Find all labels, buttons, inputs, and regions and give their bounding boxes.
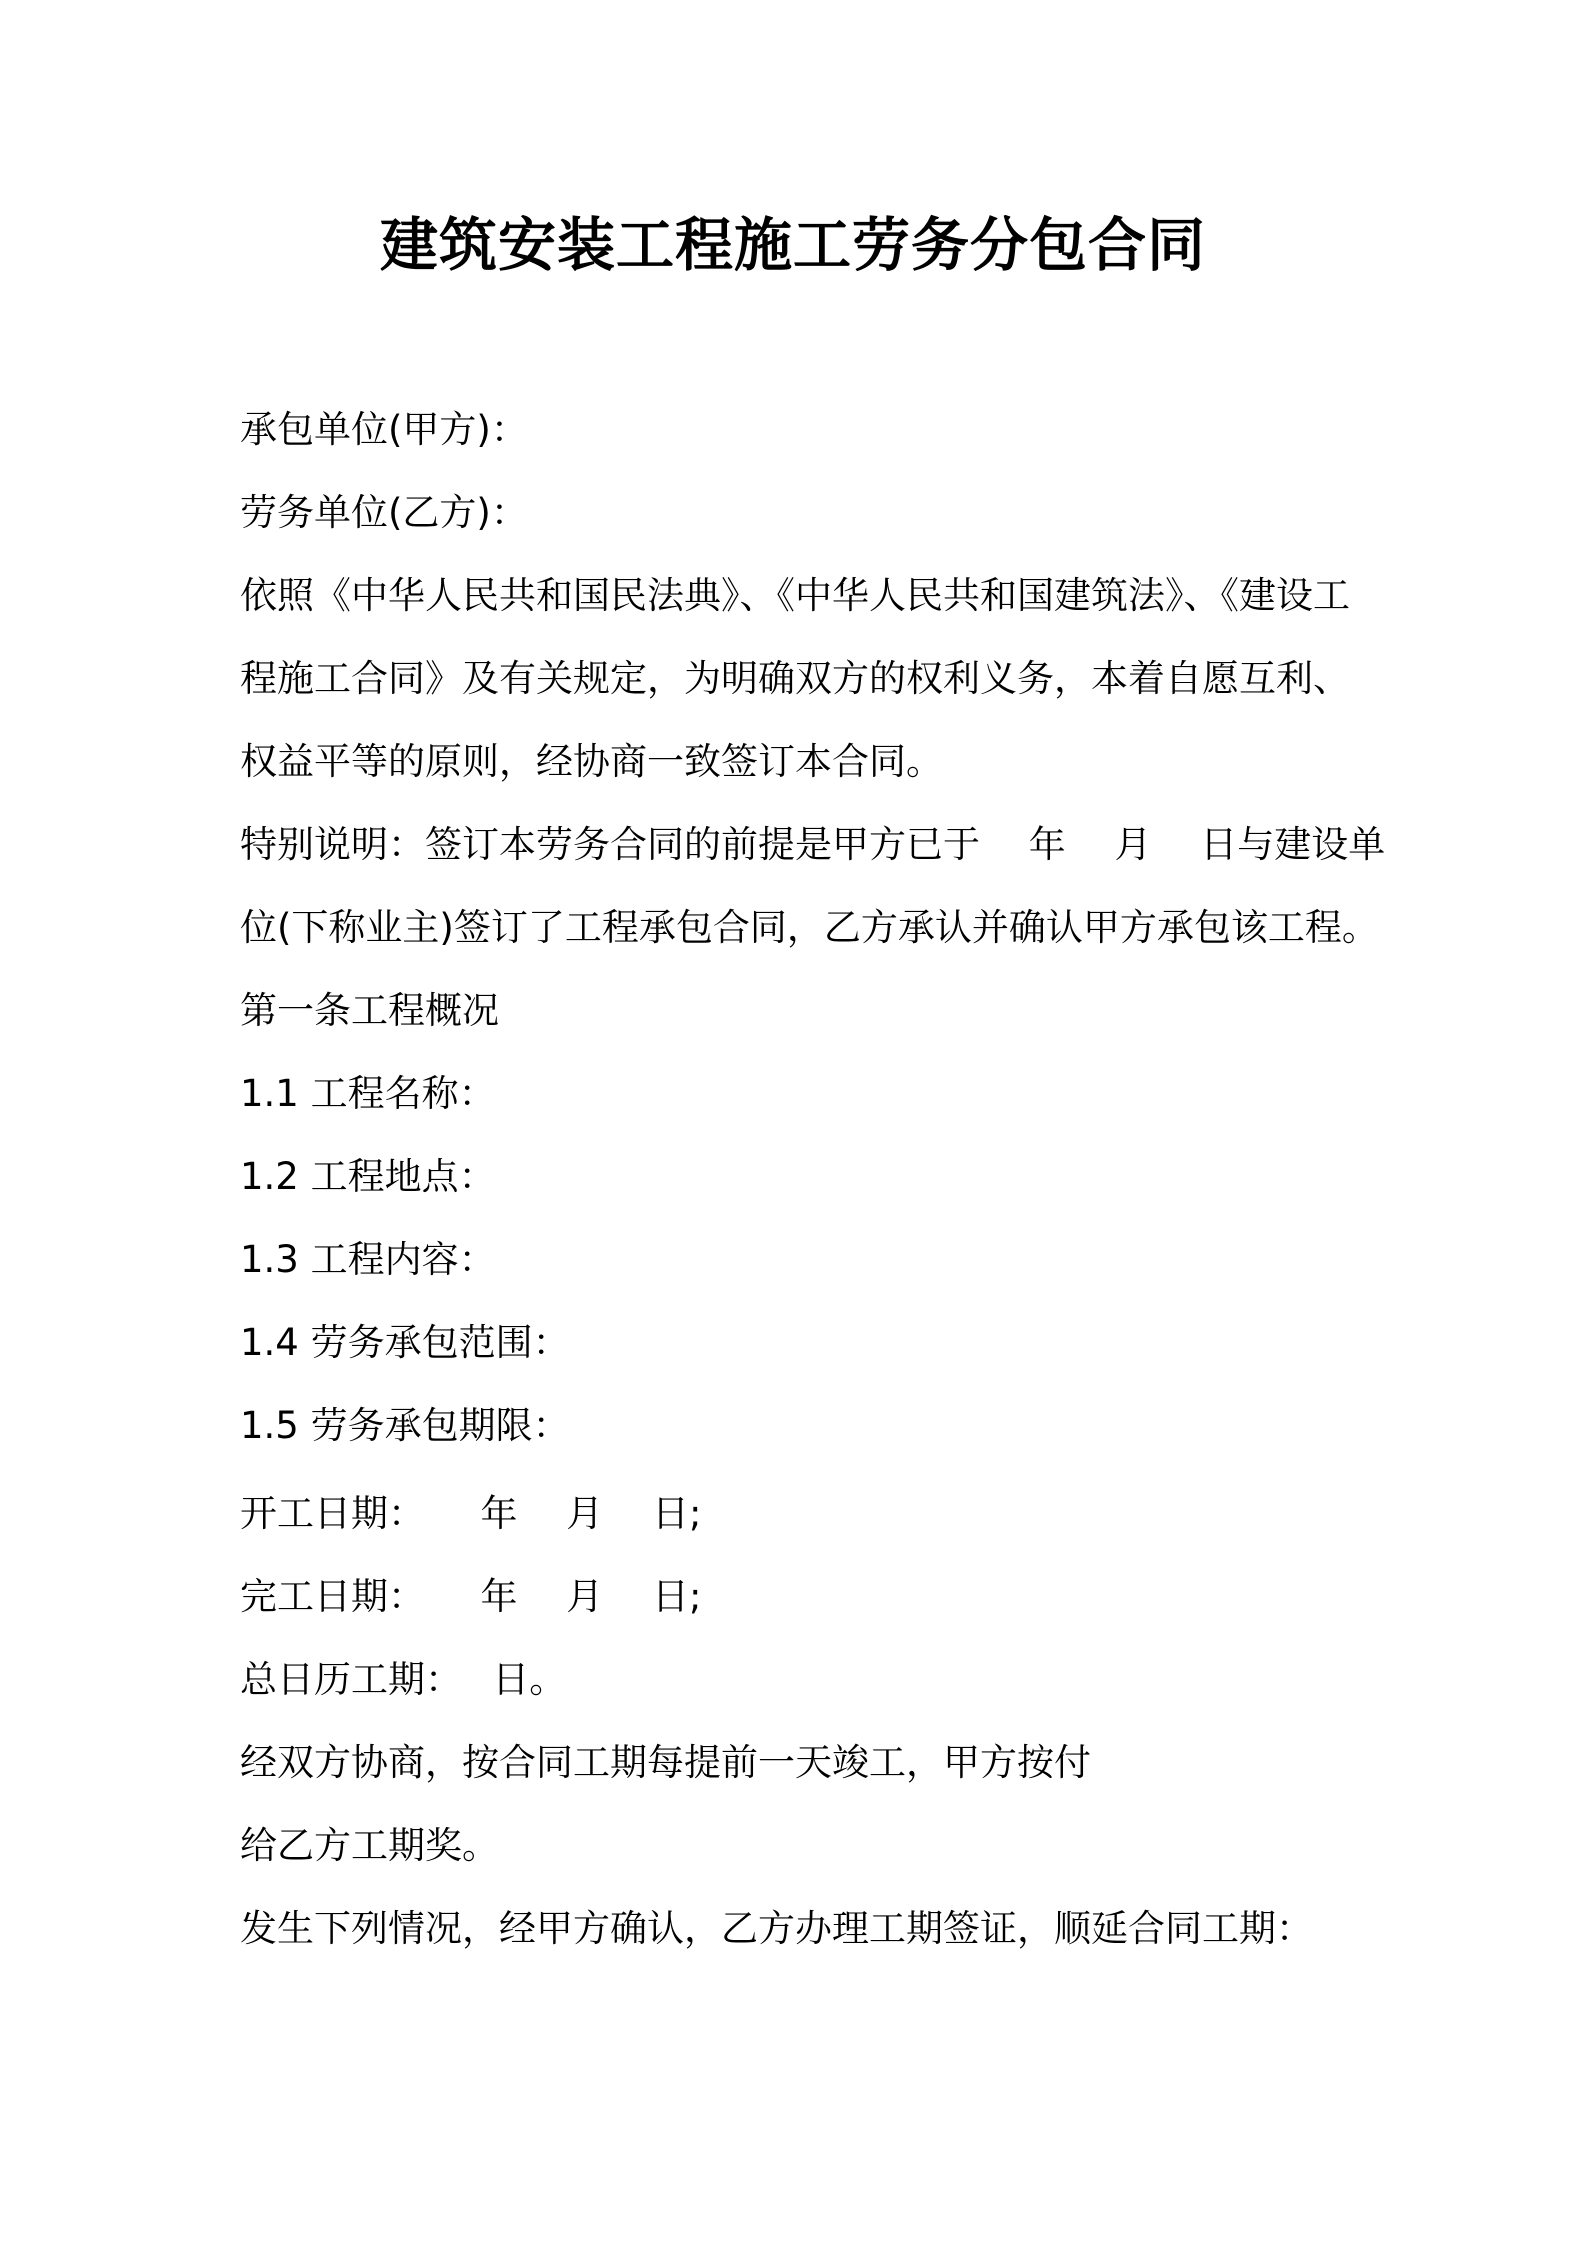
labor-period-line: 1.5 劳务承包期限： [240,1404,570,1447]
article-one-heading: 第一条工程概况 [240,989,499,1032]
extension-line: 发生下列情况，经甲方确认，乙方办理工期签证，顺延合同工期： [240,1907,1313,1950]
total-duration-line: 总日历工期： 日。 [240,1658,567,1701]
preamble-line-1: 依照《中华人民共和国民法典》、《中华人民共和国建筑法》、《建设工 [240,574,1350,617]
preamble-line-2: 程施工合同》及有关规定，为明确双方的权利义务，本着自愿互利、 [240,657,1350,700]
completion-date-line: 完工日期： 年 月 日; [240,1575,702,1618]
bonus-line-2: 给乙方工期奖。 [240,1824,499,1867]
special-note-line-1: 特别说明：签订本劳务合同的前提是甲方已于 年 月 日与建设单 [240,823,1386,866]
labor-scope-line: 1.4 劳务承包范围： [240,1321,570,1364]
bonus-line-1: 经双方协商，按合同工期每提前一天竣工，甲方按付 [240,1741,1091,1784]
special-note-line-2: 位(下称业主)签订了工程承包合同，乙方承认并确认甲方承包该工程。 [240,906,1379,949]
party-b-line: 劳务单位(乙方)： [240,491,528,534]
party-a-line: 承包单位(甲方)： [240,408,528,451]
project-name-line: 1.1 工程名称： [240,1072,496,1115]
start-date-line: 开工日期： 年 月 日; [240,1492,702,1535]
project-location-line: 1.2 工程地点： [240,1155,496,1198]
document-title: 建筑安装工程施工劳务分包合同 [379,211,1206,279]
preamble-line-3: 权益平等的原则，经协商一致签订本合同。 [240,740,943,783]
project-content-line: 1.3 工程内容： [240,1238,496,1281]
